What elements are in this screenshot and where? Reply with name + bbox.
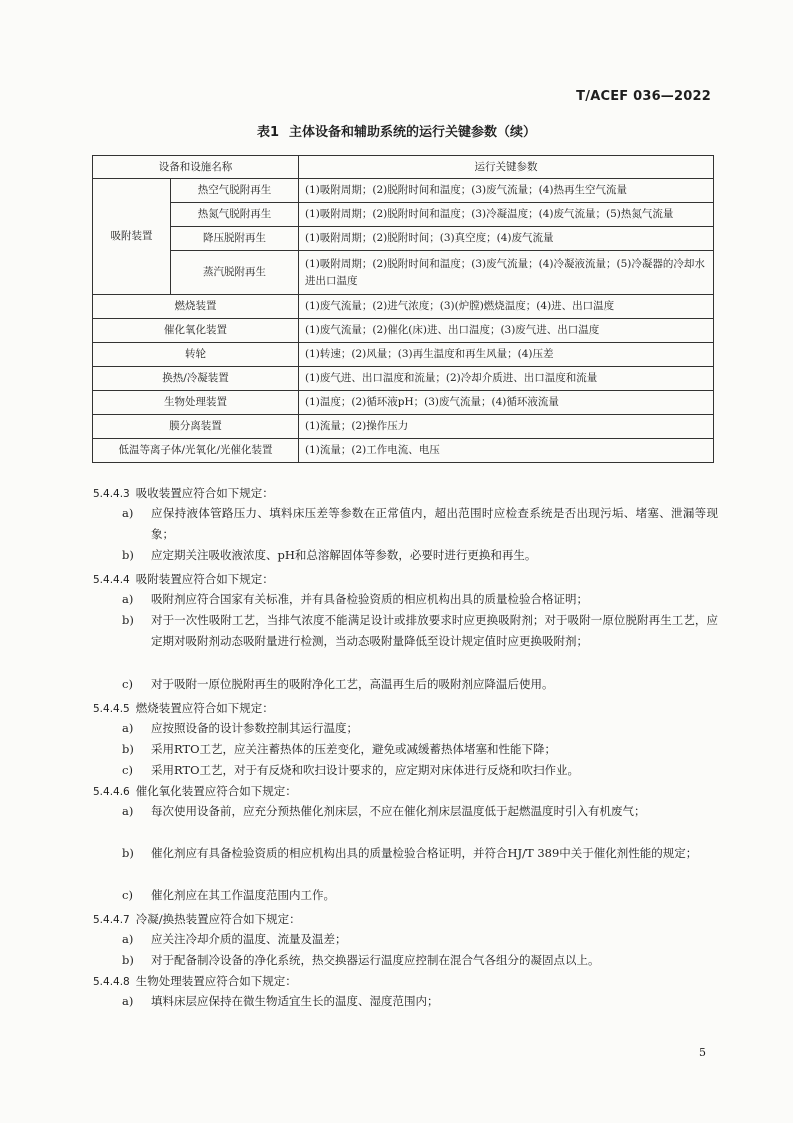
item-label: a) [122, 804, 134, 818]
list-item [122, 991, 718, 1012]
row-name: 热氮气脱附再生 [171, 203, 299, 227]
item-label: b) [122, 846, 134, 860]
clause-heading [93, 699, 274, 718]
row-params: (1)吸附周期；(2)脱附时间和温度；(3)冷凝温度；(4)废气流量；(5)热氮气流量 [299, 203, 714, 227]
table-row [93, 439, 714, 463]
list-item [122, 760, 718, 781]
table-row [93, 203, 714, 227]
item-text: 应定期关注吸收液浓度、pH和总溶解固体等参数，必要时进行更换和再生。 [151, 548, 537, 562]
row-name: 降压脱附再生 [171, 227, 299, 251]
clause-title: 吸收装置应符合如下规定： [135, 486, 274, 500]
list-item [122, 801, 718, 822]
row-params: (1)废气流量；(2)催化(床)进、出口温度；(3)废气进、出口温度 [299, 319, 714, 343]
item-text: 催化剂应有具备检验资质的相应机构出具的质量检验合格证明，并符合HJ/T 389中关于催化剂性能的规定； [151, 846, 698, 860]
item-label: a) [122, 994, 134, 1008]
item-text: 对于吸附一原位脱附再生的吸附净化工艺，高温再生后的吸附剂应降温后使用。 [151, 677, 554, 691]
clause-number: 5.4.4.5 [93, 703, 130, 715]
clause-number: 5.4.4.3 [93, 488, 130, 500]
item-text: 对于配备制冷设备的净化系统，热交换器运行温度应控制在混合气各组分的凝固点以上。 [151, 953, 600, 967]
list-item [122, 718, 718, 739]
row-params: (1)流量；(2)工作电流、电压 [299, 439, 714, 463]
table-row [93, 319, 714, 343]
table-caption [0, 121, 793, 140]
item-label: c) [122, 888, 133, 902]
item-text: 填料床层应保持在微生物适宜生长的温度、湿度范围内； [151, 994, 439, 1008]
table-number: 表1 [256, 125, 280, 140]
row-params: (1)吸附周期；(2)脱附时间和温度；(3)废气流量；(4)冷凝液流量；(5)冷凝器的冷却水进出口温度 [299, 251, 714, 295]
row-name: 生物处理装置 [93, 391, 299, 415]
table-header-row [93, 156, 714, 179]
clause-title: 冷凝/换热装置应符合如下规定： [135, 912, 301, 926]
item-label: a) [122, 932, 134, 946]
header-facility: 设备和设施名称 [93, 156, 299, 179]
row-name: 燃烧装置 [93, 295, 299, 319]
item-text: 应关注冷却介质的温度、流量及温差； [151, 932, 347, 946]
row-name: 低温等离子体/光氧化/光催化装置 [93, 439, 299, 463]
item-label: b) [122, 953, 134, 967]
row-name: 催化氧化装置 [93, 319, 299, 343]
table-row [93, 295, 714, 319]
item-text: 催化剂应在其工作温度范围内工作。 [151, 888, 335, 902]
list-item [122, 610, 718, 652]
table-row [93, 415, 714, 439]
row-name: 换热/冷凝装置 [93, 367, 299, 391]
item-text: 应按照设备的设计参数控制其运行温度； [151, 721, 358, 735]
item-label: b) [122, 548, 134, 562]
row-params: (1)流量；(2)操作压力 [299, 415, 714, 439]
clause-number: 5.4.4.8 [93, 976, 130, 988]
table-row [93, 391, 714, 415]
clause-title: 吸附装置应符合如下规定： [135, 572, 274, 586]
clause-heading [93, 782, 297, 801]
row-params: (1)吸附周期；(2)脱附时间和温度；(3)废气流量；(4)热再生空气流量 [299, 179, 714, 203]
item-text: 对于一次性吸附工艺，当排气浓度不能满足设计或排放要求时应更换吸附剂；对于吸附一原位脱附再生工艺，应定期对吸附剂动态吸附量进行检测，当动态吸附量降低至设计规定值时应更换吸附剂； [151, 613, 718, 648]
item-label: c) [122, 763, 133, 777]
group-adsorption: 吸附装置 [93, 179, 171, 295]
document-code: T/ACEF 036—2022 [576, 89, 711, 104]
row-name: 转轮 [93, 343, 299, 367]
item-text: 应保持液体管路压力、填料床压差等参数在正常值内，超出范围时应检查系统是否出现污垢、堵塞、泄漏等现象； [151, 506, 718, 541]
item-label: b) [122, 742, 134, 756]
list-item [122, 674, 718, 695]
list-item [122, 503, 718, 545]
item-text: 每次使用设备前，应充分预热催化剂床层，不应在催化剂床层温度低于起燃温度时引入有机废气； [151, 804, 646, 818]
clause-heading [93, 484, 274, 503]
row-name: 膜分离装置 [93, 415, 299, 439]
clause-heading [93, 972, 297, 991]
table-row [93, 251, 714, 295]
list-item [122, 545, 718, 566]
list-item [122, 950, 718, 971]
item-label: c) [122, 677, 133, 691]
table-row [93, 367, 714, 391]
item-label: a) [122, 592, 134, 606]
item-text: 采用RTO工艺，对于有反烧和吹扫设计要求的，应定期对床体进行反烧和吹扫作业。 [151, 763, 580, 777]
row-params: (1)废气流量；(2)进气浓度；(3)(炉膛)燃烧温度；(4)进、出口温度 [299, 295, 714, 319]
item-label: b) [122, 613, 134, 627]
table-row [93, 227, 714, 251]
clause-number: 5.4.4.4 [93, 574, 130, 586]
row-params: (1)废气进、出口温度和流量；(2)冷却介质进、出口温度和流量 [299, 367, 714, 391]
clause-title: 催化氧化装置应符合如下规定： [135, 784, 297, 798]
item-text: 采用RTO工艺，应关注蓄热体的压差变化，避免或减缓蓄热体堵塞和性能下降； [151, 742, 557, 756]
clause-heading [93, 570, 274, 589]
row-params: (1)吸附周期；(2)脱附时间；(3)真空度；(4)废气流量 [299, 227, 714, 251]
list-item [122, 885, 718, 906]
list-item [122, 929, 718, 950]
list-item [122, 589, 718, 610]
clause-number: 5.4.4.6 [93, 786, 130, 798]
list-item [122, 739, 718, 760]
clause-number: 5.4.4.7 [93, 914, 130, 926]
table-row [93, 179, 714, 203]
item-label: a) [122, 721, 134, 735]
row-name: 蒸汽脱附再生 [171, 251, 299, 295]
page-number: 5 [699, 1046, 706, 1059]
item-label: a) [122, 506, 134, 520]
parameters-table [92, 155, 714, 463]
table-row [93, 343, 714, 367]
item-text: 吸附剂应符合国家有关标准，并有具备检验资质的相应机构出具的质量检验合格证明； [151, 592, 588, 606]
clause-heading [93, 910, 301, 929]
row-params: (1)转速；(2)风量；(3)再生温度和再生风量；(4)压差 [299, 343, 714, 367]
row-params: (1)温度；(2)循环液pH；(3)废气流量；(4)循环液流量 [299, 391, 714, 415]
header-parameters: 运行关键参数 [299, 156, 714, 179]
list-item [122, 843, 718, 864]
table-title: 主体设备和辅助系统的运行关键参数（续） [289, 125, 537, 140]
clause-title: 生物处理装置应符合如下规定： [135, 974, 297, 988]
row-name: 热空气脱附再生 [171, 179, 299, 203]
clause-title: 燃烧装置应符合如下规定： [135, 701, 274, 715]
